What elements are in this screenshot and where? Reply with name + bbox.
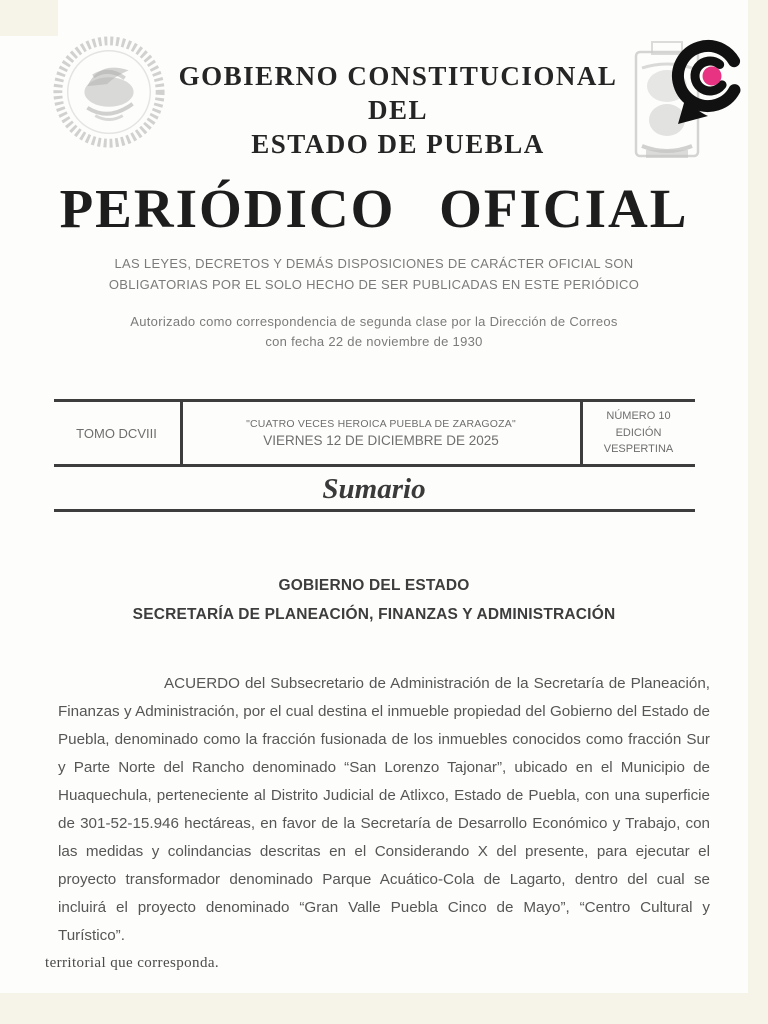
section-heading (0, 572, 748, 629)
gov-title (168, 60, 628, 161)
issue-number-cell (583, 402, 695, 464)
section-heading-line1: GOBIERNO DEL ESTADO (278, 577, 470, 595)
edition-line2: VESPERTINA (603, 443, 674, 456)
city-motto: "CUATRO VECES HEROICA PUEBLA DE ZARAGOZA" (246, 418, 516, 431)
issue-number: NÚMERO 10 (606, 410, 671, 423)
issue-date: VIERNES 12 DE DICIEMBRE DE 2025 (263, 433, 499, 449)
legal-notice-line2: OBLIGATORIAS POR EL SOLO HECHO DE SER PUBLICADAS EN ESTE PERIÓDICO (108, 276, 640, 292)
footer-fragment-clip (45, 956, 219, 976)
masthead-table (54, 399, 695, 467)
gazette-title: PERIÓDICO OFICIAL (59, 178, 689, 239)
legal-notice-line1: LAS LEYES, DECRETOS Y DEMÁS DISPOSICIONES DE CARÁCTER OFICIAL SON (114, 256, 634, 271)
motto-date-cell (180, 402, 583, 464)
authorization-line1: Autorizado como correspondencia de segunda clase por la Dirección de Correos (130, 313, 618, 329)
mexico-coat-of-arms-icon (50, 32, 168, 159)
sumario-title: Sumario (322, 473, 426, 506)
edition-line1: EDICIÓN (615, 426, 662, 439)
tomo-cell (54, 402, 180, 464)
masthead (0, 0, 748, 173)
acuerdo-summary-paragraph: ACUERDO del Subsecretario de Administración de la Secretaría de Planeación, Finanzas y Administración, por el cual destina el inmueble propiedad del Gobierno del Estado de Puebla, denominado como la fracción fusionada de los inmuebles conocidos como fracción Sur y Parte Norte del Rancho denominado “San Lorenzo Tajonar”, ubicado en el Municipio de Huaquechula, perteneciente al Distrito Judicial de Atlixco, Estado de Puebla, con una superficie de 301-52-15.946 hectáreas, en favor de la Secretaría de Desarrollo Económico y Trabajo, con las medidas y colindancias descritas en el Considerando X del presente, para ejecutar el proyecto transformador denominado Parque Acuático-Cola de Lagarto, dentro del cual se incluirá el proyecto denominado “Gran Valle Puebla Cinco de Mayo”, “Centro Cultural y Turístico”. (58, 674, 710, 944)
authorization-line2: con fecha 22 de noviembre de 1930 (265, 334, 483, 350)
puebla-crest-area (628, 38, 714, 173)
gov-title-line1: GOBIERNO CONSTITUCIONAL DEL (178, 61, 618, 125)
footer-text-fragment: territorial que corresponda. (45, 956, 220, 971)
sumario-rule (54, 509, 695, 512)
section-heading-line2: SECRETARÍA DE PLANEACIÓN, FINANZAS Y ADMINISTRACIÓN (132, 605, 616, 623)
authorization-notice (0, 312, 748, 354)
gov-title-line2: ESTADO DE PUEBLA (251, 128, 545, 159)
legal-notice (0, 254, 748, 296)
tomo-label: TOMO DCVIII (76, 425, 157, 441)
watermark-logo-icon (660, 34, 752, 135)
